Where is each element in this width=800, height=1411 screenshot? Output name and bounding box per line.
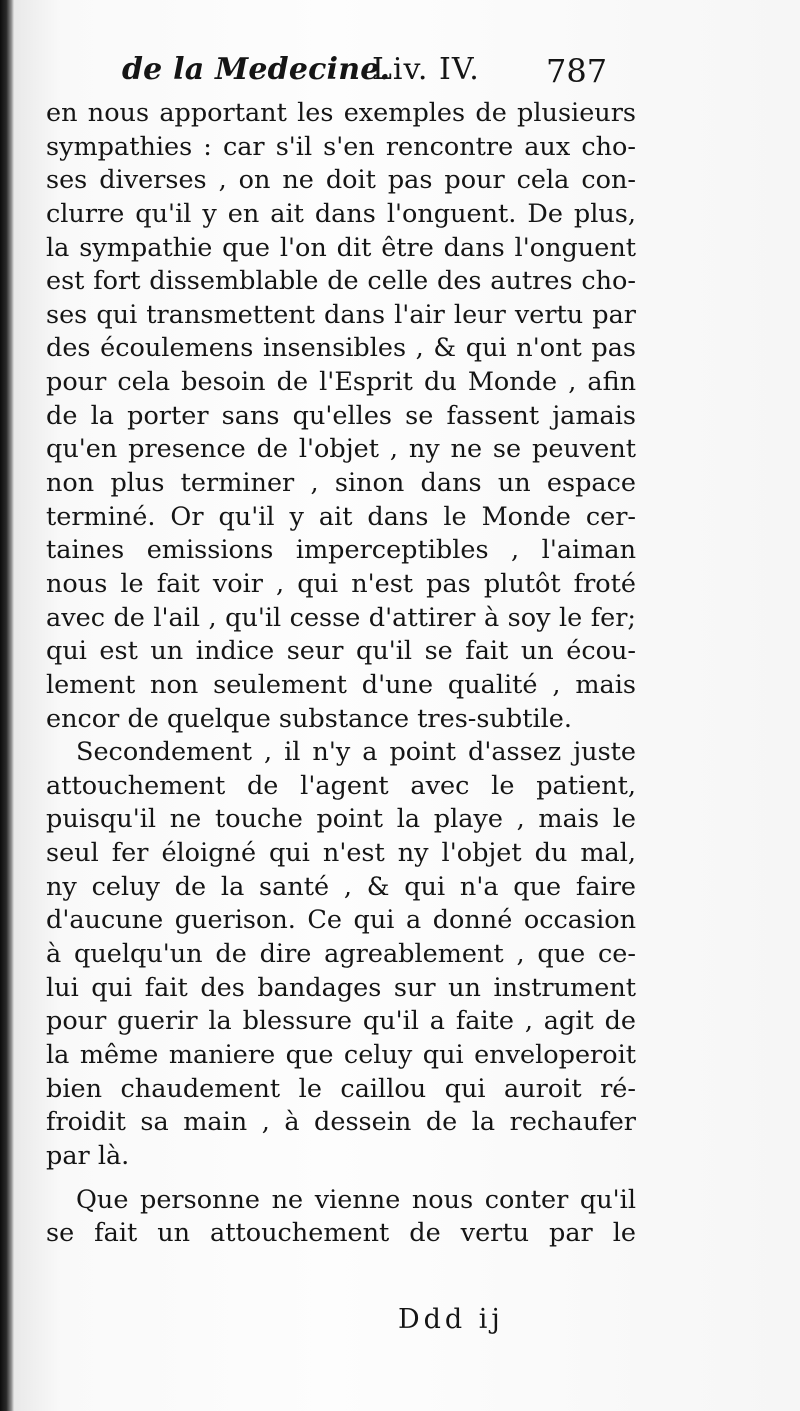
text-line: froidit sa main , à dessein de la rechaufer <box>46 1107 636 1138</box>
text-line: à quelqu'un de dire agreablement , que ce- <box>46 939 636 970</box>
text-line: est fort dissemblable de celle des autres cho- <box>46 266 636 297</box>
paragraph <box>46 97 636 736</box>
text-line: la sympathie que l'on dit être dans l'onguent <box>46 232 636 263</box>
text-line: ses diverses , on ne doit pas pour cela con- <box>46 165 636 196</box>
body-text <box>46 97 636 1251</box>
text-line: Secondement , il n'y a point d'assez juste <box>76 737 636 768</box>
text-line: taines emissions imperceptibles , l'aiman <box>46 535 636 566</box>
text-line: pour guerir la blessure qu'il a faite , agit de <box>46 1006 636 1037</box>
text-line: encor de quelque substance tres-subtile. <box>46 703 572 734</box>
text-line: qui est un indice seur qu'il se fait un écou- <box>46 636 636 667</box>
text-line: par là. <box>46 1140 130 1171</box>
page-number: 787 <box>546 52 608 90</box>
text-line: attouchement de l'agent avec le patient, <box>46 770 636 801</box>
text-line: Que personne ne vienne nous conter qu'il <box>76 1184 636 1215</box>
paragraph <box>46 736 636 1173</box>
text-line: bien chaudement le caillou qui auroit ré- <box>46 1073 636 1104</box>
text-line: pour cela besoin de l'Esprit du Monde , afin <box>46 367 636 398</box>
text-line: avec de l'ail , qu'il cesse d'attirer à soy le fer; <box>46 602 636 633</box>
text-line: seul fer éloigné qui n'est ny l'objet du mal, <box>46 838 636 869</box>
text-line: de la porter sans qu'elles se fassent jamais <box>46 400 636 431</box>
binding-gutter <box>0 0 14 1411</box>
book-number: Liv. IV. <box>372 52 480 87</box>
paragraph <box>46 1184 636 1251</box>
text-line: ny celuy de la santé , & qui n'a que faire <box>46 871 636 902</box>
text-line: en nous apportant les exemples de plusieurs <box>46 98 636 128</box>
page-header <box>122 52 642 96</box>
signature-mark: Ddd ij <box>398 1304 504 1335</box>
text-line: d'aucune guerison. Ce qui a donné occasion <box>46 905 636 936</box>
text-line: des écoulemens insensibles , & qui n'ont pas <box>46 333 636 364</box>
text-line: ses qui transmettent dans l'air leur vertu par <box>46 299 636 330</box>
text-line: clurre qu'il y en ait dans l'onguent. De plus, <box>46 198 636 229</box>
running-title: de la Medecine. <box>122 52 391 87</box>
text-line: nous le fait voir , qui n'est pas plutôt froté <box>46 568 636 599</box>
text-line: la même maniere que celuy qui enveloperoit <box>46 1039 636 1070</box>
book-page <box>14 0 800 1411</box>
text-line: non plus terminer , sinon dans un espace <box>46 468 636 499</box>
text-line: qu'en presence de l'objet , ny ne se peuvent <box>46 434 636 465</box>
text-line: lement non seulement d'une qualité , mais <box>46 669 636 700</box>
text-line: sympathies : car s'il s'en rencontre aux cho- <box>46 131 636 162</box>
text-line: se fait un attouchement de vertu par le <box>46 1218 636 1249</box>
text-line: terminé. Or qu'il y ait dans le Monde cer- <box>46 501 636 532</box>
text-line: puisqu'il ne touche point la playe , mais le <box>46 804 636 835</box>
text-line: lui qui fait des bandages sur un instrument <box>46 972 636 1003</box>
